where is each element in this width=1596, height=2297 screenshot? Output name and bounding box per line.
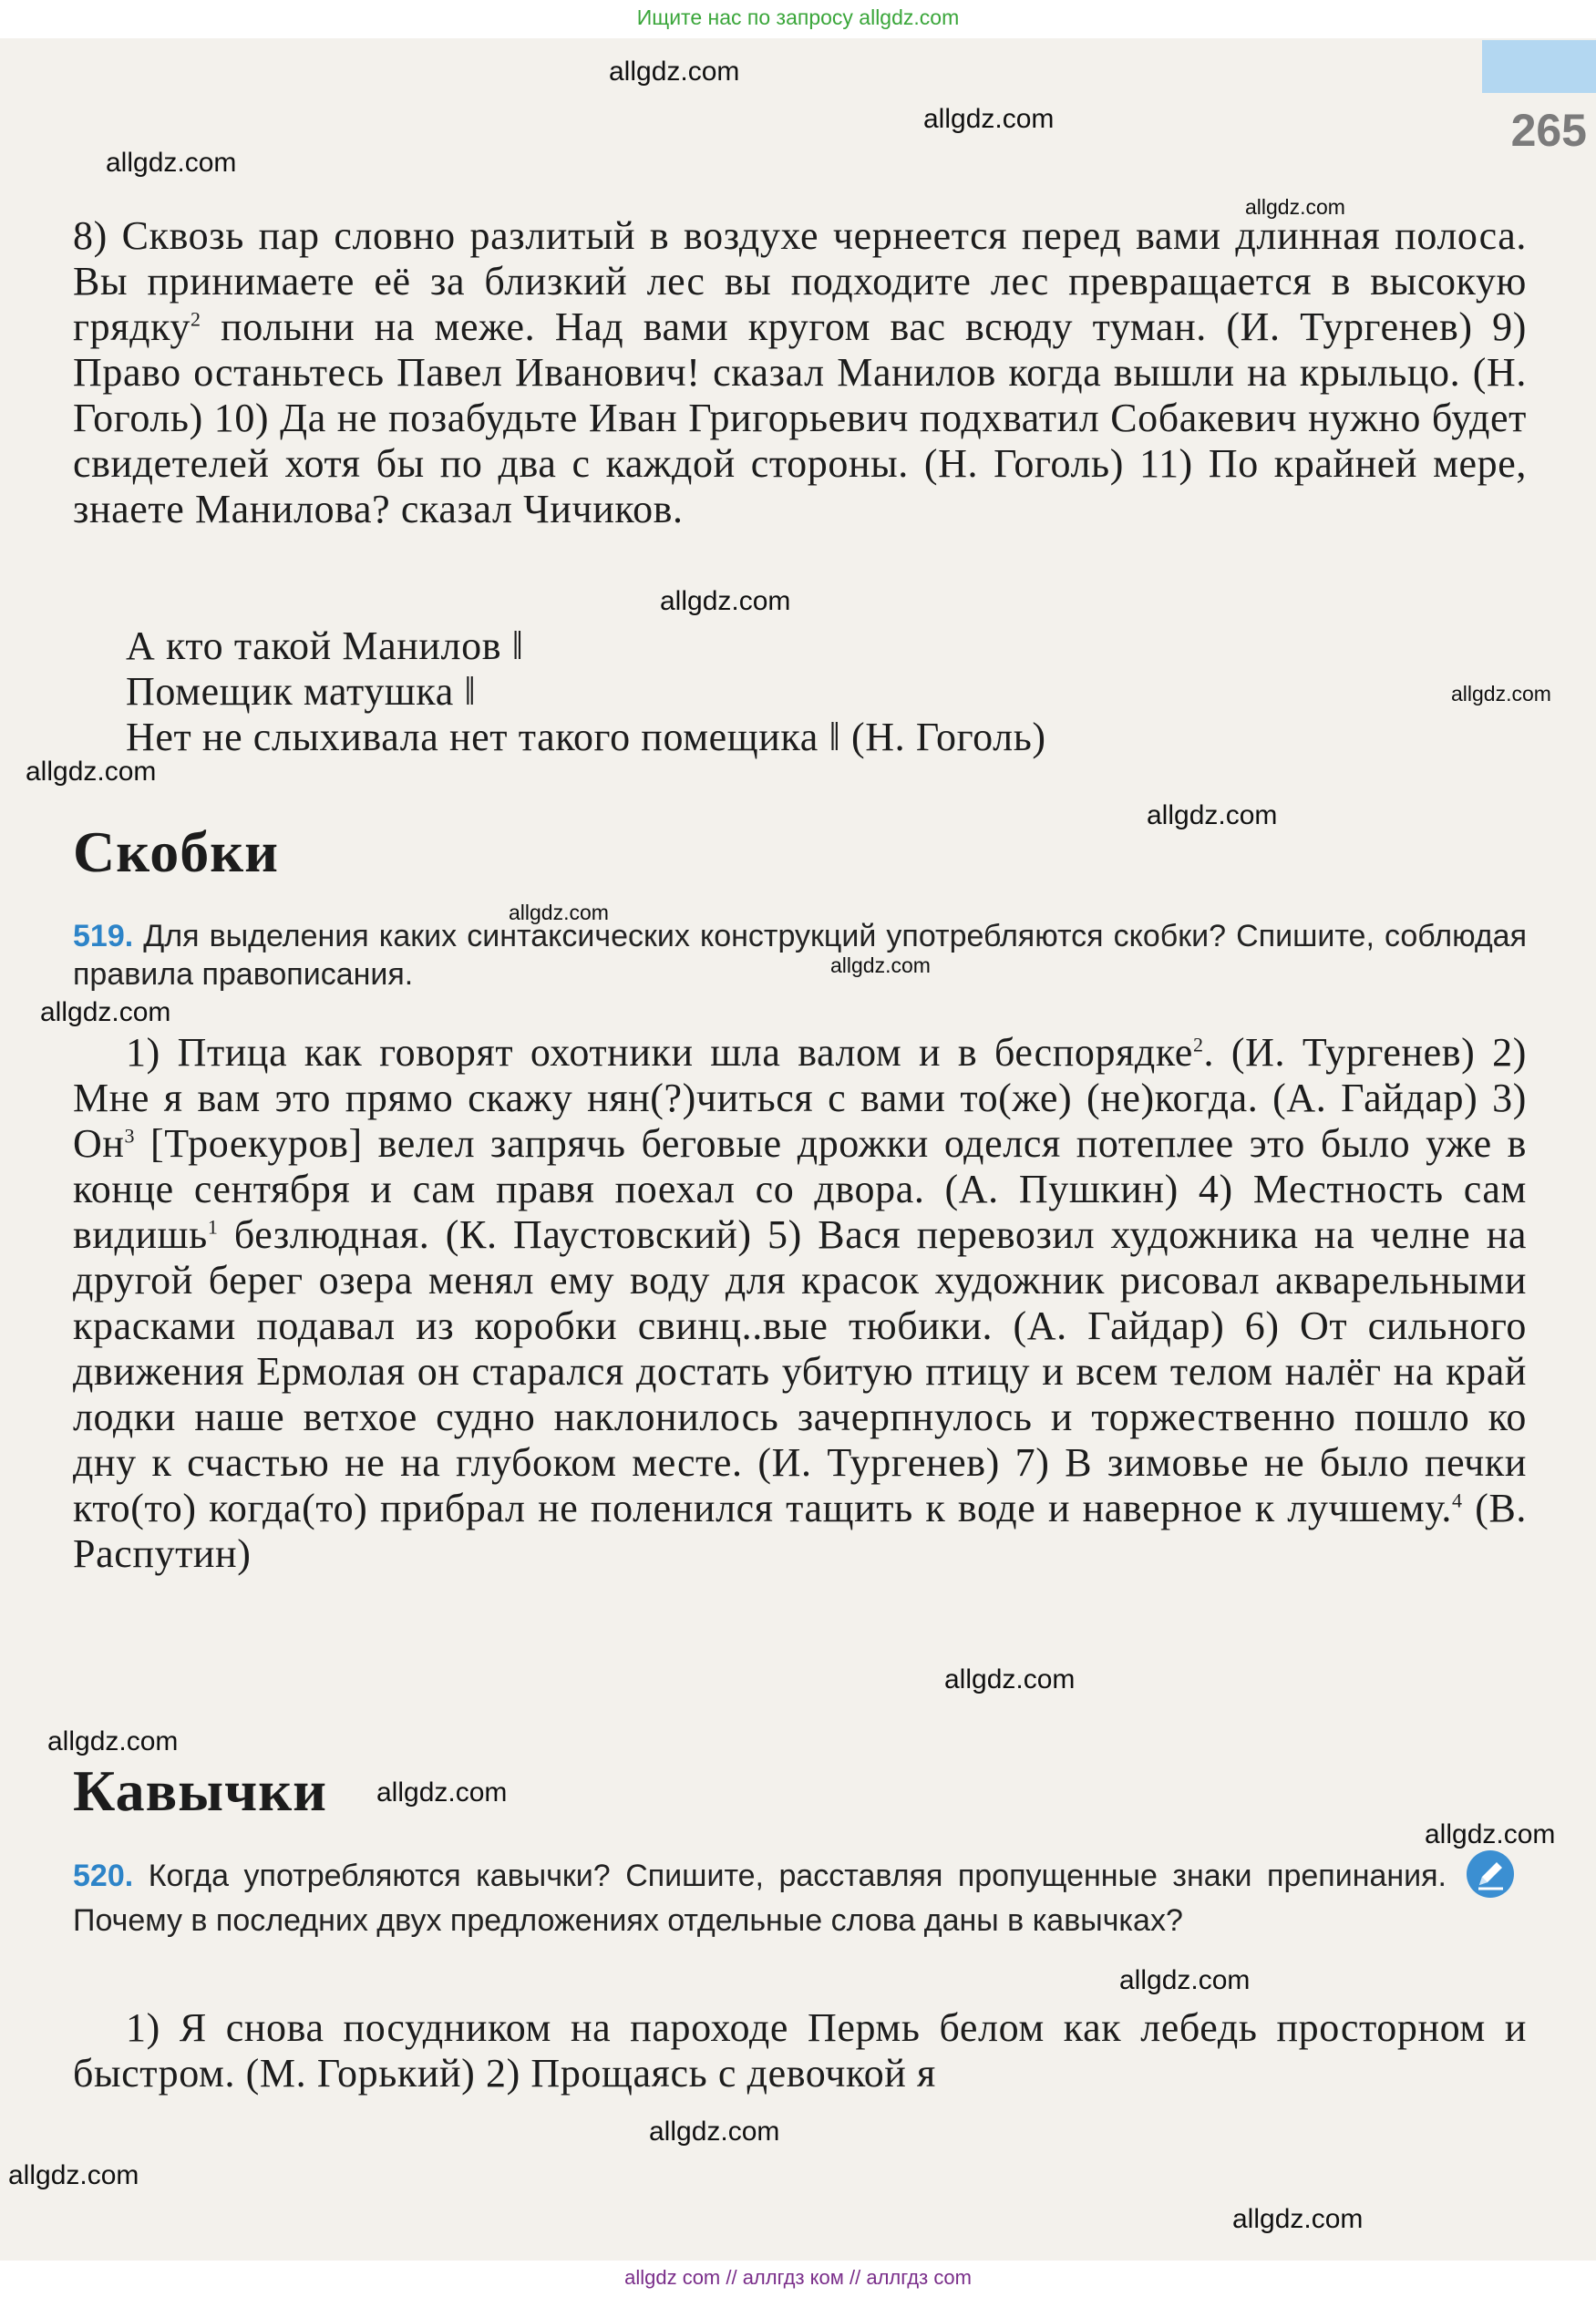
text-fragment: . (И. Тургенев) 2) Мне я вам это прямо скажу нян(?)читься с вами то(же) (не)когда. (А. Гайдар) 3) Он xyxy=(73,1030,1527,1166)
footnote-mark: 2 xyxy=(1192,1033,1204,1056)
watermark: allgdz.com xyxy=(376,1777,508,1808)
task-instruction: Когда употребляются кавычки? Спишите, расставляя пропущенные знаки препинания. xyxy=(148,1858,1447,1893)
task-519 xyxy=(73,917,1527,994)
footnote-mark: 1 xyxy=(207,1215,219,1239)
watermark: allgdz.com xyxy=(923,104,1055,134)
exercise-text-continued xyxy=(73,213,1527,532)
dialog-line: А кто такой Манилов ‖ xyxy=(126,623,524,668)
dialog-lines xyxy=(126,623,1511,760)
pencil-icon xyxy=(1467,1850,1514,1898)
top-notice: Ищите нас по запросу allgdz.com xyxy=(636,5,960,29)
footnote-mark: 4 xyxy=(1452,1488,1463,1512)
bottom-banner xyxy=(0,2261,1596,2297)
exercise-519-text xyxy=(73,1030,1527,1577)
bottom-notice: allgdz com // аллгдз ком // аллгдз com xyxy=(624,2266,972,2289)
text-fragment: полыни на меже. Над вами кругом вас всюду туман. (И. Тургенев) 9) Право останьтесь Павел Иванович! сказал Манилов когда вышли на крыльцо. (Н. Гоголь) 10) Да не позабудьте Иван Григорьевич подхватил Собакевич нужно будет свидетелей хотя бы по два с каждой стороны. (Н. Гоголь) 11) По крайней мере, знаете Манилова? сказал Чичиков. xyxy=(73,304,1527,531)
task-number: 520. xyxy=(73,1858,134,1893)
page-number: 265 xyxy=(1510,105,1587,156)
text-fragment: (В. Распутин) xyxy=(73,1486,1527,1576)
watermark: allgdz.com xyxy=(26,757,157,787)
task-question: Почему в последних двух предложениях отдельные слова даны в кавычках? xyxy=(73,1903,1183,1938)
section-title-quotes: Кавычки xyxy=(73,1758,327,1823)
task-520 xyxy=(73,1854,1527,1940)
watermark: allgdz.com xyxy=(1245,195,1345,219)
task-number: 519. xyxy=(73,919,134,953)
watermark: allgdz.com xyxy=(660,586,791,616)
exercise-520-text xyxy=(73,2005,1527,2096)
watermark: allgdz.com xyxy=(830,953,931,977)
watermark: allgdz.com xyxy=(944,1664,1076,1694)
footnote-mark: 2 xyxy=(190,307,201,331)
text-fragment: 1) Я снова посудником на пароходе Пермь белом как лебедь просторном и быстром. (М. Горький) 2) Прощаясь с девочкой я xyxy=(73,2005,1527,2096)
watermark: allgdz.com xyxy=(47,1726,179,1756)
text-fragment: 8) Сквозь пар словно разлитый в воздухе чернеется перед вами длинная полоса. Вы принимаете её за близкий лес вы подходите лес превращается в высокую грядку xyxy=(73,213,1527,349)
watermark: allgdz.com xyxy=(1147,800,1278,830)
dialog-line: Помещик матушка ‖ xyxy=(126,669,477,714)
page-tab-decoration xyxy=(1482,40,1596,93)
dialog-line: Нет не слыхивала нет такого помещика ‖ (Н. Гоголь) xyxy=(126,715,1046,759)
watermark: allgdz.com xyxy=(1425,1819,1556,1849)
watermark: allgdz.com xyxy=(1451,682,1551,706)
text-fragment: безлюдная. (К. Паустовский) 5) Вася перевозил художника на челне на другой берег озера менял ему воду для красок художник рисовал акварельными красками подавал из коробки свинц..вые тюбики. (А. Гайдар) 6) От сильного движения Ермолая он старался достать убитую птицу и всем телом налёг на край лодки наше ветхое судно наклонилось зачерпнулось и торжественно пошло ко дну к счастью не на глубоком месте. (И. Тургенев) 7) В зимовье не было печки кто(то) когда(то) прибрал не поленился тащить к воде и наверное к лучшему. xyxy=(73,1212,1527,1530)
watermark: allgdz.com xyxy=(106,148,237,178)
section-title-brackets: Скобки xyxy=(73,819,279,884)
watermark: allgdz.com xyxy=(649,2117,780,2147)
watermark: allgdz.com xyxy=(8,2160,139,2190)
task-instruction: Для выделения каких синтаксических конструкций употребляются скобки? Спишите, соблюдая правила правописания. xyxy=(73,919,1527,992)
text-fragment: 1) Птица как говорят охотники шла валом и в беспорядке xyxy=(126,1030,1193,1075)
watermark: allgdz.com xyxy=(1232,2204,1364,2234)
footnote-mark: 3 xyxy=(124,1124,136,1148)
watermark: allgdz.com xyxy=(609,57,740,87)
watermark: allgdz.com xyxy=(509,901,609,924)
text-fragment: [Троекуров] велел запрячь беговые дрожки оделся потеплее это было уже в конце сентября и сам правя поехал со двора. (А. Пушкин) 4) Местность сам видишь xyxy=(73,1121,1527,1257)
watermark: allgdz.com xyxy=(1119,1965,1251,1995)
top-banner xyxy=(0,0,1596,38)
watermark: allgdz.com xyxy=(40,997,171,1027)
